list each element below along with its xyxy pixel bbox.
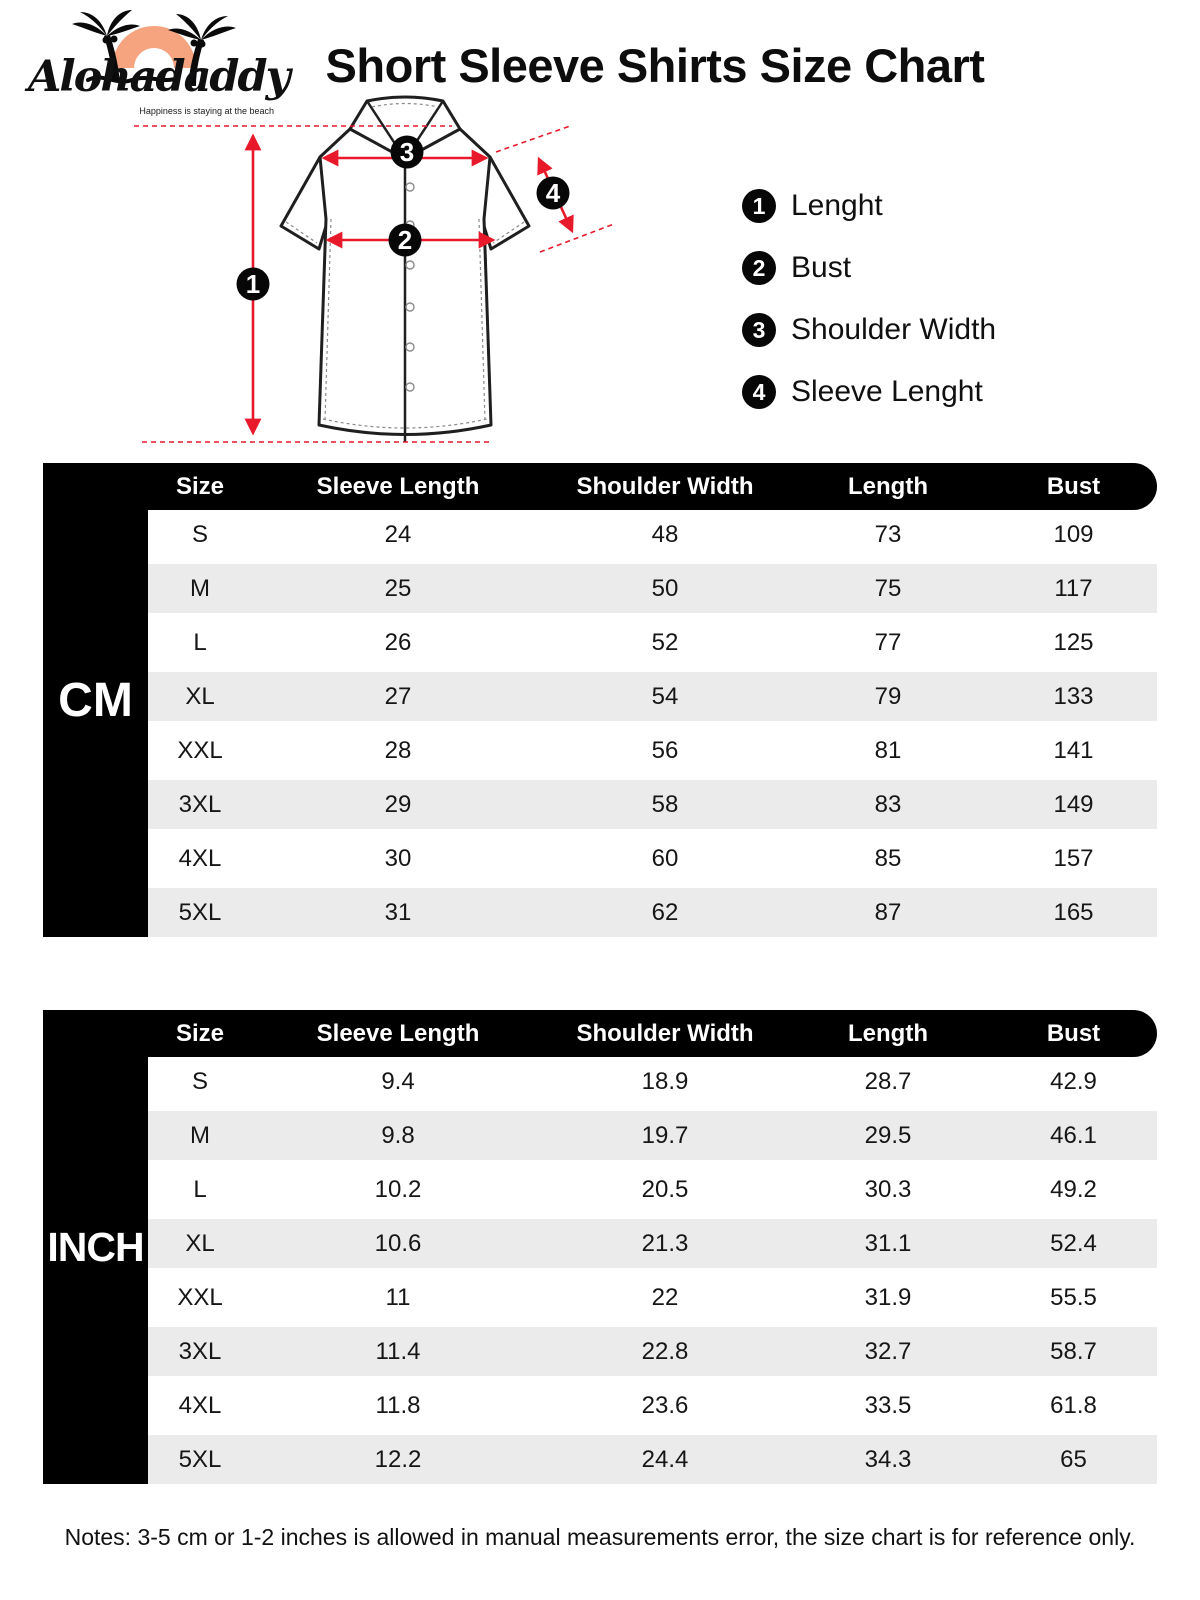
- cell-sleeve: 10.6: [374, 1229, 422, 1257]
- cell-size: XL: [185, 1229, 215, 1257]
- cell-length: 79: [874, 682, 902, 710]
- cell-bust: 42.9: [1050, 1067, 1097, 1095]
- table-row-s: [148, 1057, 1157, 1111]
- cell-sleeve: 26: [384, 628, 412, 656]
- legend-item-bust: [742, 248, 996, 288]
- cell-length: 28.7: [864, 1067, 912, 1095]
- cell-length: 87: [874, 898, 902, 926]
- cell-length: 34.3: [864, 1445, 912, 1473]
- cell-shoulder: 23.6: [641, 1391, 689, 1419]
- cell-sleeve: 29: [384, 790, 412, 818]
- col-shoulder-width: Shoulder Width: [576, 1019, 754, 1047]
- legend-badge-4: 4: [742, 375, 776, 409]
- cell-size: S: [191, 520, 208, 548]
- table-row-3xl: [148, 780, 1157, 834]
- badge-3: 3: [399, 137, 415, 167]
- cell-length: 29.5: [864, 1121, 912, 1149]
- cell-bust: 49.2: [1050, 1175, 1097, 1203]
- inch-table-body: [148, 1057, 1157, 1489]
- legend-item-length: [742, 186, 996, 226]
- cell-bust: 52.4: [1050, 1229, 1097, 1257]
- cell-shoulder: 52: [651, 628, 679, 656]
- inch-size-table: [43, 1010, 1157, 1489]
- cell-length: 73: [874, 520, 902, 548]
- cell-length: 31.9: [864, 1283, 912, 1311]
- cell-size: S: [191, 1067, 208, 1095]
- legend-item-shoulder-width: [742, 310, 996, 350]
- table-row-xxl: [148, 726, 1157, 780]
- inch-table-header: [43, 1010, 1157, 1057]
- col-bust: Bust: [1046, 1019, 1101, 1047]
- legend-label-sleeve-length: Sleeve Lenght: [791, 375, 983, 408]
- cell-size: L: [193, 1175, 207, 1203]
- cell-bust: 165: [1053, 898, 1094, 926]
- cell-sleeve: 27: [384, 682, 412, 710]
- col-size: Size: [175, 1019, 225, 1047]
- cm-size-table: [43, 463, 1157, 942]
- cell-sleeve: 10.2: [374, 1175, 422, 1203]
- cell-length: 85: [874, 844, 902, 872]
- cell-sleeve: 28: [384, 736, 412, 764]
- cell-size: 3XL: [178, 790, 222, 818]
- notes-text: Notes: 3-5 cm or 1-2 inches is allowed in manual measurements error, the size chart is for reference only.: [64, 1524, 1136, 1550]
- col-shoulder-width: Shoulder Width: [576, 472, 754, 500]
- col-size: Size: [175, 472, 225, 500]
- cell-length: 32.7: [864, 1337, 912, 1365]
- cell-size: 4XL: [178, 844, 222, 872]
- cell-bust: 46.1: [1050, 1121, 1097, 1149]
- badge-2: 2: [397, 225, 413, 255]
- cell-bust: 65: [1060, 1445, 1087, 1473]
- cell-shoulder: 56: [651, 736, 679, 764]
- table-row-5xl: [148, 888, 1157, 942]
- cell-shoulder: 60: [651, 844, 679, 872]
- unit-label-cm: CM: [43, 463, 148, 937]
- cell-size: M: [190, 574, 210, 602]
- measure-legend: [742, 186, 996, 434]
- legend-label-bust: Bust: [791, 251, 852, 284]
- table-row-4xl: [148, 834, 1157, 888]
- cell-size: XXL: [177, 1283, 223, 1311]
- table-row-xl: [148, 672, 1157, 726]
- table-row-s: [148, 510, 1157, 564]
- legend-badge-1: 1: [742, 189, 776, 223]
- cell-size: 5XL: [178, 1445, 222, 1473]
- cell-bust: 58.7: [1050, 1337, 1097, 1365]
- cell-length: 75: [874, 574, 902, 602]
- cell-shoulder: 24.4: [641, 1445, 689, 1473]
- cell-sleeve: 11.8: [375, 1391, 421, 1419]
- badge-1: 1: [245, 269, 261, 299]
- cell-size: L: [193, 628, 207, 656]
- cell-bust: 133: [1053, 682, 1094, 710]
- cell-sleeve: 11: [385, 1283, 411, 1311]
- cell-sleeve: 30: [384, 844, 412, 872]
- cell-sleeve: 25: [384, 574, 412, 602]
- table-row-l: [148, 618, 1157, 672]
- table-row-m: [148, 564, 1157, 618]
- legend-badge-3: 3: [742, 313, 776, 347]
- cell-sleeve: 9.4: [381, 1067, 415, 1095]
- shirt-measurement-diagram: [120, 95, 680, 455]
- cell-bust: 61.8: [1050, 1391, 1097, 1419]
- col-length: Length: [848, 1019, 928, 1047]
- cell-size: 5XL: [178, 898, 222, 926]
- col-sleeve-length: Sleeve Length: [316, 472, 480, 500]
- cell-shoulder: 22.8: [641, 1337, 689, 1365]
- cm-table-header: [43, 463, 1157, 510]
- cell-bust: 141: [1053, 736, 1094, 764]
- cell-bust: 149: [1053, 790, 1094, 818]
- legend-label-shoulder-width: Shoulder Width: [791, 313, 997, 346]
- cell-bust: 117: [1054, 574, 1093, 602]
- cell-sleeve: 24: [384, 520, 412, 548]
- cell-sleeve: 31: [384, 898, 412, 926]
- cell-length: 83: [874, 790, 902, 818]
- cell-shoulder: 50: [651, 574, 679, 602]
- cell-shoulder: 22: [651, 1283, 679, 1311]
- badge-4: 4: [545, 178, 561, 208]
- cell-length: 81: [874, 736, 902, 764]
- cell-bust: 109: [1053, 520, 1094, 548]
- table-row-3xl: [148, 1327, 1157, 1381]
- cm-table-body: [148, 510, 1157, 942]
- table-row-xl: [148, 1219, 1157, 1273]
- cell-shoulder: 19.7: [641, 1121, 689, 1149]
- cell-shoulder: 21.3: [641, 1229, 689, 1257]
- cell-shoulder: 48: [651, 520, 679, 548]
- brand-tagline: Happiness is staying at the beach: [139, 106, 274, 116]
- cell-size: M: [190, 1121, 210, 1149]
- cell-length: 33.5: [864, 1391, 912, 1419]
- page-title: Short Sleeve Shirts Size Chart: [325, 39, 985, 92]
- table-row-5xl: [148, 1435, 1157, 1489]
- col-length: Length: [848, 472, 928, 500]
- cell-shoulder: 54: [651, 682, 679, 710]
- legend-badge-2: 2: [742, 251, 776, 285]
- cell-bust: 157: [1053, 844, 1094, 872]
- cell-bust: 125: [1053, 628, 1094, 656]
- cell-length: 77: [874, 628, 902, 656]
- table-row-xxl: [148, 1273, 1157, 1327]
- cell-sleeve: 9.8: [381, 1121, 415, 1149]
- legend-item-sleeve-length: [742, 372, 996, 412]
- cell-shoulder: 20.5: [641, 1175, 689, 1203]
- brand-name: Alohadaddy: [28, 52, 289, 102]
- cell-shoulder: 62: [651, 898, 679, 926]
- col-bust: Bust: [1046, 472, 1101, 500]
- cell-bust: 55.5: [1050, 1283, 1097, 1311]
- cell-shoulder: 58: [651, 790, 679, 818]
- cell-size: XL: [185, 682, 215, 710]
- table-row-m: [148, 1111, 1157, 1165]
- cell-size: 4XL: [178, 1391, 222, 1419]
- table-row-l: [148, 1165, 1157, 1219]
- cell-length: 31.1: [864, 1229, 912, 1257]
- cell-shoulder: 18.9: [641, 1067, 689, 1095]
- cell-length: 30.3: [864, 1175, 912, 1203]
- cell-size: 3XL: [178, 1337, 222, 1365]
- cell-size: XXL: [177, 736, 223, 764]
- unit-label-inch: INCH: [43, 1010, 148, 1484]
- cell-sleeve: 12.2: [374, 1445, 422, 1473]
- legend-label-length: Lenght: [791, 189, 883, 222]
- cell-sleeve: 11.4: [375, 1337, 421, 1365]
- col-sleeve-length: Sleeve Length: [316, 1019, 480, 1047]
- table-row-4xl: [148, 1381, 1157, 1435]
